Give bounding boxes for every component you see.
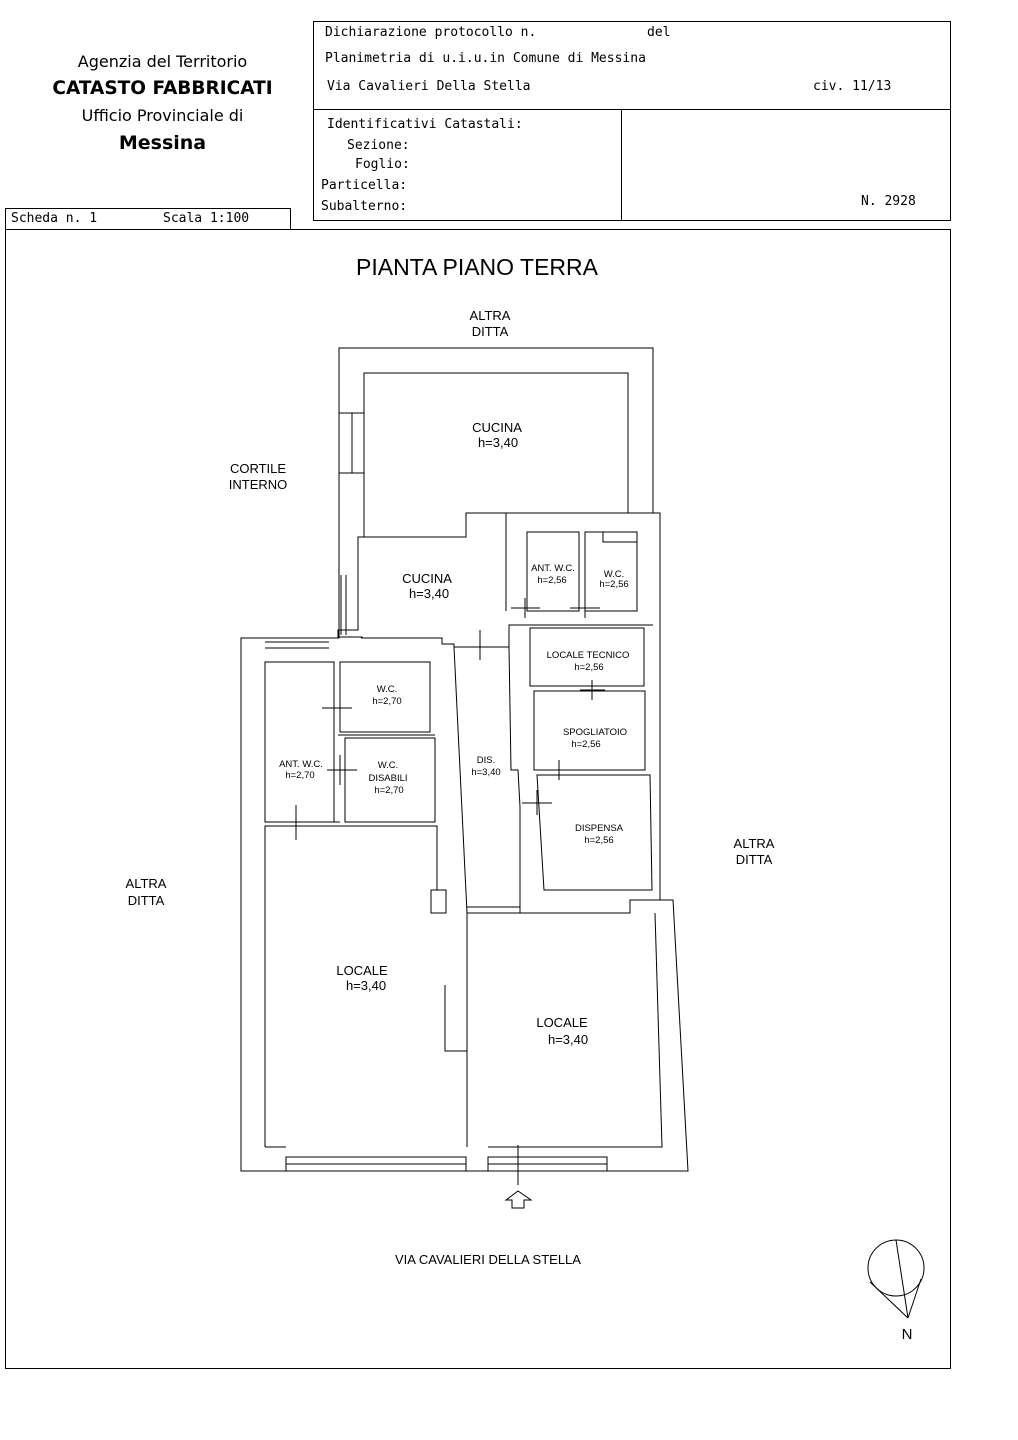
office-city: Messina: [118, 132, 207, 154]
room-wcdisabili-name-2: DISABILI: [368, 773, 408, 784]
room-wcdisabili-name-1: W.C.: [377, 760, 399, 771]
plan-title: PIANTA PIANO TERRA: [356, 254, 598, 280]
courtyard-2: INTERNO: [228, 477, 288, 492]
address-label: Via Cavalieri Della Stella: [327, 79, 531, 94]
foglio-label: Foglio:: [355, 157, 410, 172]
left-window: [265, 642, 329, 648]
room-wc2-height: h=2,70: [372, 696, 402, 707]
scale-label: Scala 1:100: [163, 211, 250, 226]
room-locale1-height: h=3,40: [345, 978, 387, 993]
room-cucina2-name: CUCINA: [402, 571, 452, 586]
document-number: N. 2928: [861, 194, 916, 209]
room-spogliatoio-height: h=2,56: [571, 739, 601, 750]
scheda-label: Scheda n. 1: [11, 211, 98, 226]
room-tecnico-height: h=2,56: [574, 662, 604, 673]
bathrooms-left: [265, 662, 435, 840]
north-label: N: [901, 1326, 913, 1343]
room-wc1-height: h=2,56: [599, 579, 629, 590]
north-compass: [868, 1240, 924, 1318]
room-wc1-name: W.C.: [603, 569, 625, 580]
room-dispensa-name: DISPENSA: [574, 823, 624, 834]
room-tecnico-name: LOCALE TECNICO: [546, 650, 630, 661]
room-dis-height: h=3,40: [471, 767, 501, 778]
street-label: VIA CAVALIERI DELLA STELLA: [395, 1252, 581, 1267]
room-antwc2-height: h=2,70: [285, 770, 315, 781]
room-wcdisabili-height: h=2,70: [374, 785, 404, 796]
room-antwc1-name: ANT. W.C.: [531, 563, 575, 574]
neighbor-right-2: DITTA: [735, 852, 773, 867]
room-locale2-name: LOCALE: [536, 1015, 588, 1030]
service-rooms: [506, 513, 660, 913]
room-antwc1-height: h=2,56: [537, 575, 567, 586]
neighbor-top-1: ALTRA: [469, 308, 511, 323]
neighbor-left-1: ALTRA: [125, 876, 167, 891]
identificativi-title: Identificativi Catastali:: [327, 117, 523, 132]
kitchen-window: [341, 575, 346, 635]
courtyard-window: [339, 413, 364, 473]
particella-label: Particella:: [321, 178, 408, 193]
catasto-title: CATASTO FABBRICATI: [52, 78, 273, 99]
del-label: del: [647, 25, 671, 40]
agency-name: Agenzia del Territorio: [77, 52, 248, 71]
room-antwc2-name: ANT. W.C.: [279, 759, 323, 770]
room-cucina1-height: h=3,40: [477, 435, 519, 450]
subalterno-label: Subalterno:: [321, 199, 408, 214]
room-dis-name: DIS.: [476, 755, 496, 766]
neighbor-right-1: ALTRA: [733, 836, 775, 851]
courtyard-1: CORTILE: [229, 461, 287, 476]
entrance-arrow: [506, 1191, 531, 1208]
room-cucina1-name: CUCINA: [472, 420, 522, 435]
neighbor-top-2: DITTA: [471, 324, 509, 339]
sezione-label: Sezione:: [347, 138, 410, 153]
street-windows: [286, 1145, 607, 1185]
civic-number: civ. 11/13: [813, 79, 892, 94]
room-spogliatoio-name: SPOGLIATOIO: [562, 727, 628, 738]
planimetria-label: Planimetria di u.i.u.in Comune di Messina: [325, 51, 646, 66]
room-locale2-height: h=3,40: [547, 1032, 589, 1047]
office-label: Ufficio Provinciale di: [81, 106, 244, 125]
room-wc2-name: W.C.: [376, 684, 398, 695]
room-cucina2-height: h=3,40: [408, 586, 450, 601]
dichiarazione-label: Dichiarazione protocollo n.: [325, 25, 537, 40]
room-dispensa-height: h=2,56: [584, 835, 614, 846]
neighbor-left-2: DITTA: [127, 893, 165, 908]
room-locale1-name: LOCALE: [336, 963, 388, 978]
